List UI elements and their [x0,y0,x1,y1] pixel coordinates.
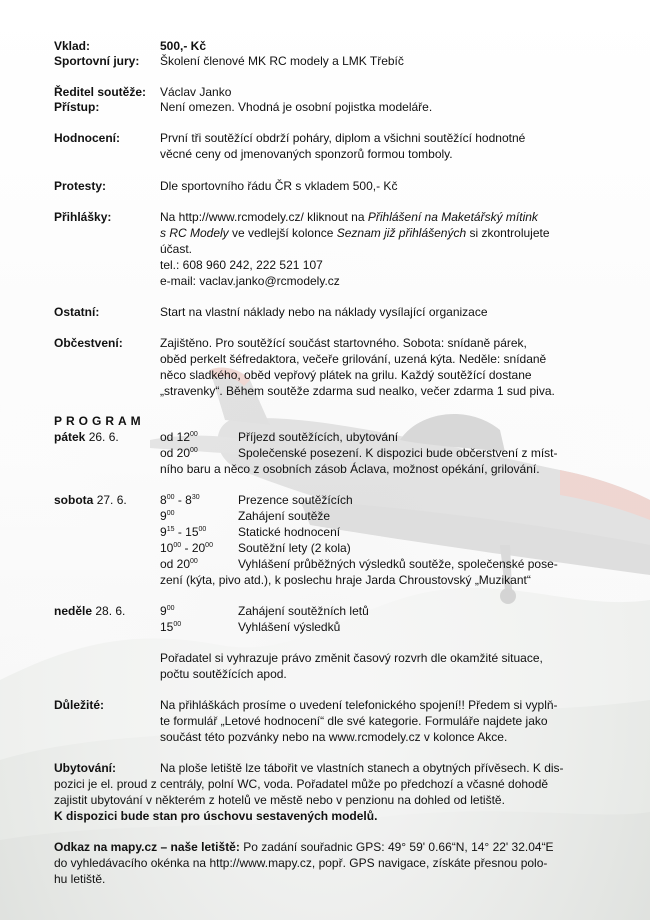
time-minutes: 00 [198,526,207,533]
event-continuation: ního baru a něco z osobních zásob Áclava, možnost opékání, grilování. [160,462,540,476]
time-text: 9 [160,525,167,539]
dulezite-value [160,697,620,745]
time-minutes: 00 [190,558,198,565]
obcerstveni-line: něco sladkého, oběd vepřový plátek na grilu. Každý soutěžící dostane [160,368,532,382]
event: Soutěžní lety (2 kola) [238,541,351,555]
prihlasky-line [160,225,620,241]
prihlasky-line: účast. [160,242,193,256]
obcerstveni-label: Občestvení: [54,336,123,350]
hodnoceni-label: Hodnocení: [54,131,120,145]
prihlasky-line [160,209,620,225]
day-date: 27. 6. [96,493,127,507]
time-text: - 8 [174,493,192,507]
protesty-value: Dle sportovního řádu ČR s vkladem 500,- Kč [160,179,398,193]
ostatni-label: Ostatní: [54,305,100,319]
odkaz-line [54,839,614,855]
obcerstveni-value [160,335,620,399]
ubytovani-line [54,760,614,776]
event: Prezence soutěžících [238,493,353,507]
ubytovani-label: Ubytování: [54,761,117,775]
prihlasky-text: si zkontrolujete [466,226,550,240]
jury-label: Sportovní jury: [54,54,140,68]
event: Společenské posezení. K dispozici bude občerstvení z míst- [238,446,558,460]
ubytovani-line: pozici je el. proud z centrály, polní WC, voda. Pořadatel může po předchozí a včasné dohodě [54,777,549,791]
time-slot [160,540,213,556]
prihlasky-text: Na http://www.rcmodely.cz/ kliknout na [160,210,368,224]
time-minutes: 00 [166,605,175,612]
time-text: 8 [160,493,167,507]
time-text: 9 [160,509,167,523]
reditel-label: Ředitel soutěže: [54,85,147,99]
prihlasky-email: e-mail: vaclav.janko@rcmodely.cz [160,274,340,288]
section-odkaz [54,839,614,887]
time-text: 9 [160,604,167,618]
reditel-value: Václav Janko [160,85,232,99]
time-minutes: 00 [205,542,213,549]
prihlasky-label: Přihlášky: [54,210,112,224]
time-slot [160,429,198,445]
prihlasky-text: ve vedlejší kolonce [228,226,337,240]
time-text: od 20 [160,557,191,571]
day-date: 26. 6. [88,430,119,444]
day-name: pátek [54,430,86,444]
schedule-note [160,650,600,682]
time-text: - 15 [174,525,199,539]
time-slot [160,556,198,572]
program-title: PROGRAM [54,414,145,428]
ubytovani-line: K dispozici bude stan pro úschovu sestavených modelů. [54,809,378,823]
event: Vyhlášení výsledků [238,620,341,634]
time-slot [160,445,198,461]
schedule-note-line: počtu soutěžících apod. [160,667,287,681]
obcerstveni-line: Zajištěno. Pro soutěžící součást startovného. Sobota: snídaně párek, [160,336,527,350]
time-slot [160,619,181,635]
time-text: od 12 [160,430,191,444]
obcerstveni-line: oběd perkelt šéfredaktora, večeře grilování, uzená kýta. Neděle: snídaně [160,352,547,366]
schedule-note-line: Pořadatel si vyhrazuje právo změnit časový rozvrh dle okamžité situace, [160,651,543,665]
day-name: sobota [54,493,94,507]
event: Statické hodnocení [238,525,341,539]
dulezite-line: te formulář „Letové hodnocení“ dle své kategorie. Formuláře najdete jako [160,714,548,728]
event-continuation: zení (kýta, pivo atd.), k poslechu hraje Jarda Chroustovský „Muzikant“ [160,573,531,587]
time-minutes: 00 [166,510,175,517]
day-name: neděle [54,604,93,618]
day-nedele [54,603,125,619]
time-slot [160,603,174,619]
hodnoceni-value [160,130,620,162]
vklad-value: 500,- Kč [160,39,207,53]
time-minutes: 15 [166,526,175,533]
day-date: 28. 6. [95,604,126,618]
seznam-prihlasenych-link[interactable]: Seznam již přihlášených [336,226,467,240]
ubytovani-text: Na ploše letiště lze tábořit ve vlastních stanech a obytných přívěsech. K dis- [160,761,564,775]
event: Vyhlášení průběžných výsledků soutěže, společenské pose- [238,557,558,571]
ubytovani-line: zajistit ubytování v některém z hotelů ve městě nebo v penzionu na dohled od letiště. [54,793,505,807]
day-sobota [54,492,127,508]
ostatni-value: Start na vlastní náklady nebo na náklady vysílající organizace [160,305,488,319]
time-minutes: 00 [173,621,182,628]
event: Zahájení soutěže [238,509,331,523]
event: Zahájení soutěžních letů [238,604,369,618]
prihlasky-phone: tel.: 608 960 242, 222 521 107 [160,258,323,272]
time-minutes: 30 [191,494,200,501]
time-text: od 20 [160,446,191,460]
hodnoceni-line: První tři soutěžící obdrží poháry, diplom a všichni soutěžící hodnotné [160,131,526,145]
time-minutes: 00 [190,431,198,438]
section-ubytovani [54,760,614,824]
time-minutes: 00 [190,447,198,454]
time-minutes: 00 [166,494,175,501]
time-minutes: 00 [173,542,182,549]
time-slot [160,524,206,540]
time-slot [160,492,200,508]
odkaz-label: Odkaz na mapy.cz – naše letiště: [54,840,240,854]
time-text: 15 [160,620,174,634]
hodnoceni-line: věcné ceny od jmenovaných sponzorů formou tomboly. [160,147,453,161]
odkaz-text: Po zadání souřadnic GPS: 49° 59' 0.66“N, 14° 22' 32.04“E [239,840,554,854]
pristup-value: Není omezen. Vhodná je osobní pojistka modeláře. [160,100,433,114]
jury-value: Školení členové MK RC modely a LMK Třebíč [160,54,404,68]
odkaz-line: do vyhledávacího okénka na http://www.mapy.cz, popř. GPS navigace, získáte přesnou polo- [54,856,548,870]
protesty-label: Protesty: [54,179,107,193]
dulezite-line: součást této pozvánky nebo na www.rcmodely.cz v kolonce Akce. [160,730,508,744]
vklad-label: Vklad: [54,39,91,53]
dulezite-line: Na přihláškách prosíme o uvedení telefonického spojení!! Předem si vyplň- [160,698,558,712]
event: Příjezd soutěžících, ubytování [238,430,399,444]
time-slot [160,508,174,524]
pristup-label: Přístup: [54,100,100,114]
dulezite-label: Důležité: [54,698,105,712]
time-text: - 20 [181,541,206,555]
time-text: 10 [160,541,174,555]
prihlasky-value [160,209,620,289]
rc-modely-text: s RC Modely [160,226,229,240]
odkaz-line: hu letiště. [54,872,106,886]
prihlaseni-link[interactable]: Přihlášení na Maketářský mítink [367,210,538,224]
day-patek [54,429,119,445]
obcerstveni-line: „stravenky“. Během soutěže zdarma sud nealko, večer zdarma 1 sud piva. [160,384,555,398]
